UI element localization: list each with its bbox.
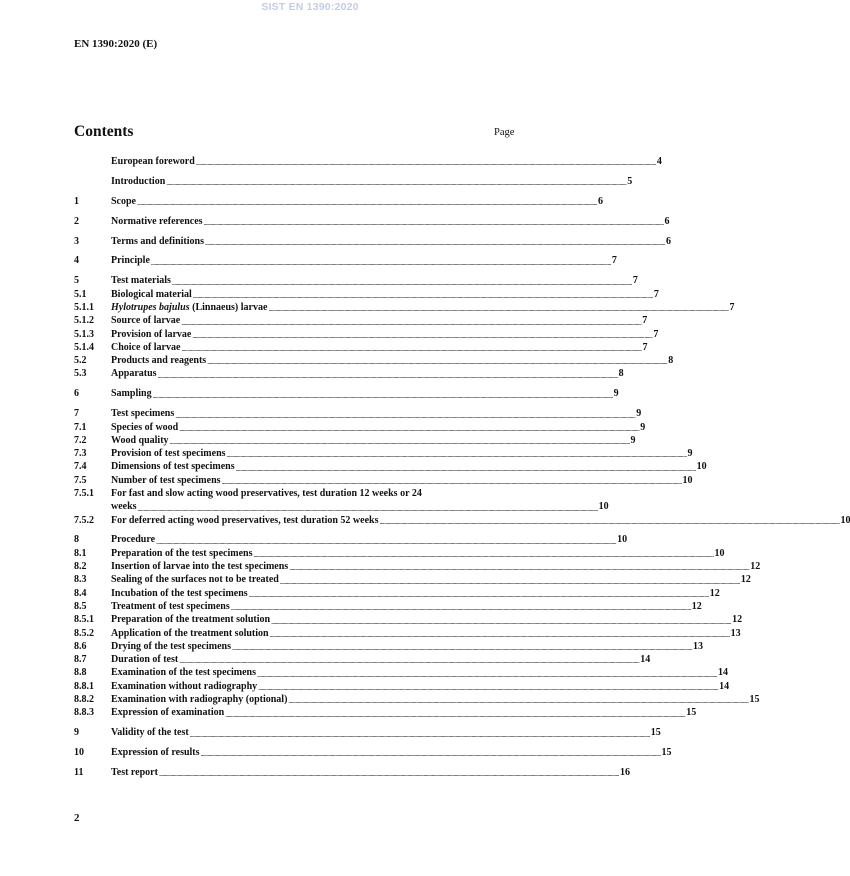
toc-entry-title: Validity of the test	[111, 727, 189, 739]
toc-entry-page: 12	[732, 614, 743, 626]
toc-entry-title: Apparatus	[111, 368, 157, 380]
toc-entry-title: Test specimens	[111, 408, 175, 420]
toc-entry-number: 7.5.1	[74, 487, 94, 499]
toc-entry-page: 8	[618, 368, 624, 380]
toc-leader-dots: ................................................................................................................................................................................................................................................................................................................................................................................................................	[226, 451, 687, 460]
toc-entry-title: Wood quality	[111, 434, 169, 446]
toc-entry-title: Dimensions of test specimens	[111, 461, 235, 473]
toc-entry[interactable]	[74, 487, 609, 514]
toc-entry-title: Preparation of the test specimens	[111, 547, 253, 559]
table-of-contents	[74, 155, 850, 779]
toc-entry-page: 12	[709, 587, 720, 599]
toc-entry-page: 9	[687, 448, 693, 460]
toc-leader-dots: ................................................................................................................................................................................................................................................................................................................................................................................................................	[271, 617, 732, 626]
toc-entry-page: 10	[696, 461, 707, 473]
toc-entry-title: Drying of the test specimens	[111, 640, 231, 652]
toc-entry[interactable]	[74, 746, 672, 759]
toc-entry-page: 6	[598, 195, 604, 207]
toc-entry[interactable]	[74, 474, 693, 487]
toc-entry-page: 7	[729, 301, 735, 313]
toc-entry[interactable]	[74, 766, 630, 779]
toc-entry-page: 16	[619, 767, 630, 778]
toc-entry-number: 7	[74, 408, 79, 420]
toc-entry[interactable]	[74, 726, 661, 739]
toc-entry-title: Treatment of test specimens	[111, 600, 230, 612]
toc-entry[interactable]	[74, 354, 674, 367]
toc-entry-number: 8.8.3	[74, 707, 94, 719]
toc-leader-dots: ................................................................................................................................................................................................................................................................................................................................................................................................................	[258, 684, 719, 693]
toc-entry-page: 7	[642, 341, 648, 353]
toc-entry-number: 7.5	[74, 474, 87, 486]
toc-leader-dots: ................................................................................................................................................................................................................................................................................................................................................................................................................	[200, 750, 661, 759]
page-number: 2	[74, 812, 80, 824]
toc-leader-dots: ................................................................................................................................................................................................................................................................................................................................................................................................................	[179, 424, 640, 433]
toc-entry[interactable]	[74, 613, 743, 626]
toc-entry-page: 12	[691, 600, 702, 612]
toc-leader-dots: ................................................................................................................................................................................................................................................................................................................................................................................................................	[269, 630, 730, 639]
toc-entry-title: Sealing of the surfaces not to be treated	[111, 574, 279, 586]
toc-entry[interactable]	[74, 155, 662, 168]
toc-entry-title: Products and reagents	[111, 355, 207, 367]
toc-entry[interactable]	[74, 640, 703, 653]
toc-leader-dots: ................................................................................................................................................................................................................................................................................................................................................................................................................	[203, 218, 664, 227]
toc-entry-page: 9	[636, 408, 642, 420]
toc-entry[interactable]	[74, 421, 646, 434]
toc-entry-page: 6	[664, 215, 670, 227]
toc-leader-dots: ................................................................................................................................................................................................................................................................................................................................................................................................................	[175, 411, 636, 420]
toc-entry-title: Sampling	[111, 388, 152, 400]
toc-entry[interactable]	[74, 653, 651, 666]
toc-entry-number: 5.1.1	[74, 301, 94, 313]
toc-leader-dots: ................................................................................................................................................................................................................................................................................................................................................................................................................	[192, 291, 653, 300]
toc-leader-dots: ................................................................................................................................................................................................................................................................................................................................................................................................................	[225, 710, 686, 719]
toc-entry[interactable]	[74, 434, 636, 447]
toc-entry[interactable]	[74, 514, 850, 527]
toc-entry-page: 6	[666, 235, 671, 247]
toc-entry-page: 14	[640, 654, 651, 666]
toc-entry-page: 10	[617, 534, 628, 546]
toc-entry-page: 10	[682, 474, 693, 486]
toc-entry-number: 8.8.1	[74, 680, 94, 692]
toc-entry-number: 7.5.2	[74, 514, 94, 526]
toc-entry-title: Test report	[111, 767, 158, 778]
toc-entry-title-continued: weeks	[111, 501, 137, 513]
toc-entry-page: 9	[640, 421, 646, 433]
toc-leader-dots: ................................................................................................................................................................................................................................................................................................................................................................................................................	[152, 391, 613, 400]
toc-entry-page: 5	[627, 175, 633, 187]
toc-entry-title: Number of test specimens	[111, 474, 221, 486]
toc-entry-page: 8	[668, 355, 674, 367]
toc-entry-title: Examination without radiography	[111, 680, 258, 692]
toc-entry[interactable]	[74, 560, 761, 573]
toc-leader-dots: ................................................................................................................................................................................................................................................................................................................................................................................................................	[207, 358, 668, 367]
toc-entry[interactable]	[74, 314, 648, 327]
toc-leader-dots: ................................................................................................................................................................................................................................................................................................................................................................................................................	[253, 551, 714, 560]
toc-entry-title: Terms and definitions	[111, 235, 204, 247]
toc-entry-page: 10	[714, 547, 725, 559]
toc-entry-page: 9	[613, 388, 619, 400]
toc-entry[interactable]	[74, 274, 638, 287]
toc-entry-page: 7	[611, 255, 617, 267]
toc-entry-number: 1	[74, 195, 79, 207]
toc-entry[interactable]	[74, 627, 741, 640]
toc-entry-page: 10	[840, 514, 850, 526]
toc-entry-title: Source of larvae	[111, 315, 181, 327]
toc-entry-title: Test materials	[111, 275, 171, 287]
toc-entry-number: 5.3	[74, 368, 87, 380]
toc-entry-number: 9	[74, 727, 79, 739]
toc-entry-number: 7.3	[74, 448, 87, 460]
toc-leader-dots: ................................................................................................................................................................................................................................................................................................................................................................................................................	[179, 657, 640, 666]
toc-leader-dots: ................................................................................................................................................................................................................................................................................................................................................................................................................	[137, 199, 598, 208]
toc-entry-number: 8.4	[74, 587, 87, 599]
toc-entry-title: Provision of test specimens	[111, 448, 226, 460]
toc-leader-dots: ................................................................................................................................................................................................................................................................................................................................................................................................................	[169, 438, 630, 447]
toc-entry[interactable]	[74, 407, 642, 420]
toc-entry-title: Examination of the test specimens	[111, 667, 256, 679]
toc-entry-number: 7.1	[74, 421, 87, 433]
page-column-label: Page	[494, 127, 515, 138]
toc-entry-title: Procedure	[111, 534, 156, 546]
toc-entry-page: 14	[718, 667, 729, 679]
toc-leader-dots: ................................................................................................................................................................................................................................................................................................................................................................................................................	[181, 318, 642, 327]
toc-entry-number: 3	[74, 235, 79, 247]
toc-entry-number: 8.2	[74, 561, 87, 573]
toc-leader-dots: ................................................................................................................................................................................................................................................................................................................................................................................................................	[230, 604, 691, 613]
toc-entry-title: For fast and slow acting wood preservatives, test duration 12 weeks or 24	[111, 487, 422, 499]
toc-entry-number: 2	[74, 215, 79, 227]
document-id: EN 1390:2020 (E)	[74, 38, 158, 50]
toc-entry-number: 5.1.2	[74, 315, 94, 327]
toc-entry-title	[111, 301, 267, 314]
toc-entry-number: 7.4	[74, 461, 87, 473]
toc-entry[interactable]	[74, 235, 671, 248]
toc-entry[interactable]	[74, 666, 729, 679]
toc-entry-page: 13	[693, 640, 703, 652]
toc-entry[interactable]	[74, 175, 633, 188]
toc-entry-number: 6	[74, 388, 79, 400]
toc-entry-title-italic: Hylotrupes bajulus	[111, 301, 190, 313]
toc-entry[interactable]	[74, 706, 697, 719]
toc-leader-dots: ................................................................................................................................................................................................................................................................................................................................................................................................................	[268, 305, 729, 314]
toc-entry[interactable]	[74, 680, 730, 693]
toc-entry[interactable]	[74, 587, 720, 600]
toc-leader-dots: ................................................................................................................................................................................................................................................................................................................................................................................................................	[231, 644, 692, 653]
toc-entry-page: 12	[740, 574, 751, 586]
toc-entry[interactable]	[74, 288, 659, 301]
toc-entry[interactable]	[74, 600, 702, 613]
toc-entry[interactable]	[74, 215, 670, 228]
toc-entry-page: 15	[749, 694, 760, 706]
toc-entry-number: 8.7	[74, 654, 87, 666]
toc-leader-dots: ................................................................................................................................................................................................................................................................................................................................................................................................................	[157, 371, 618, 380]
toc-entry[interactable]	[74, 195, 604, 208]
toc-entry-page: 12	[750, 561, 761, 573]
toc-entry-page: 4	[656, 156, 662, 167]
toc-entry-number: 8.8	[74, 667, 87, 679]
toc-leader-dots: ................................................................................................................................................................................................................................................................................................................................................................................................................	[171, 278, 632, 287]
toc-entry-page: 7	[632, 275, 638, 287]
toc-entry-number: 8.1	[74, 547, 87, 559]
toc-entry[interactable]	[74, 573, 751, 586]
toc-entry-number: 5.1.3	[74, 328, 94, 340]
toc-leader-dots: ................................................................................................................................................................................................................................................................................................................................................................................................................	[181, 345, 642, 354]
toc-entry-number: 5.2	[74, 355, 87, 367]
toc-entry-title: Examination with radiography (optional)	[111, 694, 288, 706]
toc-leader-dots: ................................................................................................................................................................................................................................................................................................................................................................................................................	[137, 504, 598, 513]
toc-entry[interactable]	[74, 367, 624, 380]
toc-entry-title: Scope	[111, 195, 136, 207]
toc-leader-dots: ................................................................................................................................................................................................................................................................................................................................................................................................................	[235, 464, 696, 473]
toc-entry-number: 7.2	[74, 434, 87, 446]
toc-entry[interactable]	[74, 341, 648, 354]
toc-entry-page: 7	[653, 288, 659, 300]
toc-entry-title: Provision of larvae	[111, 328, 192, 340]
toc-entry-number: 4	[74, 255, 79, 267]
toc-leader-dots: ................................................................................................................................................................................................................................................................................................................................................................................................................	[289, 564, 750, 573]
toc-entry-title: Expression of results	[111, 747, 200, 759]
toc-entry[interactable]	[74, 328, 659, 341]
toc-entry-page: 7	[653, 328, 659, 340]
toc-entry[interactable]	[74, 533, 628, 546]
toc-entry-title: Application of the treatment solution	[111, 627, 269, 639]
toc-leader-dots: ................................................................................................................................................................................................................................................................................................................................................................................................................	[156, 537, 617, 546]
toc-leader-dots: ................................................................................................................................................................................................................................................................................................................................................................................................................	[279, 577, 740, 586]
toc-entry[interactable]	[74, 460, 707, 473]
toc-entry-title: Incubation of the test specimens	[111, 587, 248, 599]
toc-entry-number: 5.1.4	[74, 341, 94, 353]
toc-entry-title: For deferred acting wood preservatives, test duration 52 weeks	[111, 514, 379, 526]
toc-leader-dots: ................................................................................................................................................................................................................................................................................................................................................................................................................	[248, 590, 709, 599]
toc-entry-number: 5	[74, 275, 79, 287]
toc-entry[interactable]	[74, 301, 735, 314]
toc-entry-title: Choice of larvae	[111, 341, 181, 353]
toc-entry-number: 11	[74, 767, 84, 778]
toc-entry-page: 14	[719, 680, 730, 692]
toc-leader-dots: ................................................................................................................................................................................................................................................................................................................................................................................................................	[204, 238, 665, 247]
watermark: SIST EN 1390:2020	[261, 1, 359, 13]
toc-entry-title: Duration of test	[111, 654, 179, 666]
toc-entry-number: 8.8.2	[74, 694, 94, 706]
toc-entry-title: European foreword	[111, 156, 195, 167]
toc-leader-dots: ................................................................................................................................................................................................................................................................................................................................................................................................................	[192, 331, 653, 340]
toc-entry-number: 8.5	[74, 600, 87, 612]
toc-entry-page: 15	[650, 727, 661, 739]
toc-entry-title: Introduction	[111, 175, 166, 187]
toc-leader-dots: ................................................................................................................................................................................................................................................................................................................................................................................................................	[288, 697, 749, 706]
toc-entry-title: Species of wood	[111, 421, 179, 433]
toc-entry-number: 8.6	[74, 640, 87, 652]
toc-entry[interactable]	[74, 387, 619, 400]
toc-entry-number: 8.3	[74, 574, 87, 586]
toc-entry-title: Biological material	[111, 288, 192, 300]
toc-entry[interactable]	[74, 254, 617, 267]
toc-leader-dots: ................................................................................................................................................................................................................................................................................................................................................................................................................	[257, 670, 718, 679]
toc-leader-dots: ................................................................................................................................................................................................................................................................................................................................................................................................................	[195, 159, 656, 168]
toc-entry-page: 7	[642, 315, 648, 327]
contents-heading: Contents	[74, 123, 134, 140]
toc-entry-page: 13	[730, 627, 741, 639]
toc-entry-page: 15	[686, 707, 697, 719]
toc-leader-dots: ................................................................................................................................................................................................................................................................................................................................................................................................................	[189, 730, 650, 739]
toc-entry-title: Principle	[111, 255, 150, 267]
toc-entry-number: 8.5.2	[74, 627, 94, 639]
toc-entry-title-rest: (Linnaeus) larvae	[189, 301, 268, 313]
toc-leader-dots: ................................................................................................................................................................................................................................................................................................................................................................................................................	[150, 258, 611, 267]
toc-entry[interactable]	[74, 547, 725, 560]
toc-entry[interactable]	[74, 693, 760, 706]
toc-leader-dots: ................................................................................................................................................................................................................................................................................................................................................................................................................	[221, 477, 682, 486]
toc-entry-title: Insertion of larvae into the test specimens	[111, 561, 289, 573]
toc-leader-dots: ................................................................................................................................................................................................................................................................................................................................................................................................................	[166, 179, 627, 188]
toc-leader-dots: ................................................................................................................................................................................................................................................................................................................................................................................................................	[158, 770, 619, 779]
toc-entry-number: 5.1	[74, 288, 87, 300]
toc-entry-number: 8	[74, 534, 79, 546]
toc-leader-dots: ................................................................................................................................................................................................................................................................................................................................................................................................................	[379, 517, 840, 526]
toc-entry[interactable]	[74, 447, 693, 460]
toc-entry-page: 15	[661, 747, 672, 759]
toc-entry-page: 9	[630, 434, 636, 446]
toc-entry-number: 8.5.1	[74, 614, 94, 626]
toc-entry-title: Normative references	[111, 215, 203, 227]
toc-entry-number: 10	[74, 747, 84, 759]
toc-entry-page: 10	[598, 501, 609, 513]
toc-entry-title: Preparation of the treatment solution	[111, 614, 271, 626]
toc-entry-title: Expression of examination	[111, 707, 225, 719]
